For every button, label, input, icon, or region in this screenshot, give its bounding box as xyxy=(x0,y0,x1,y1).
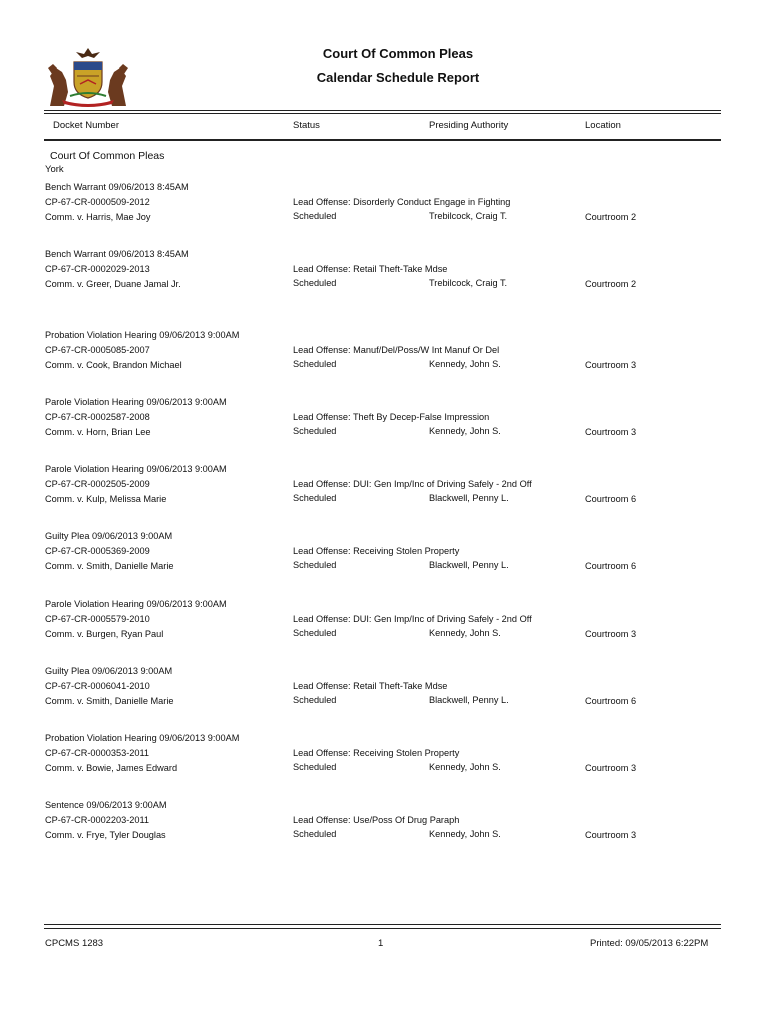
footer-rule-1 xyxy=(44,924,721,925)
case-caption: Comm. v. Frye, Tyler Douglas xyxy=(45,830,166,840)
location-value: Courtroom 3 xyxy=(585,629,637,639)
lead-offense: Lead Offense: Receiving Stolen Property xyxy=(293,748,460,758)
presiding-authority: Blackwell, Penny L. xyxy=(429,560,509,570)
event-line: Probation Violation Hearing 09/06/2013 9:00AM xyxy=(45,330,240,340)
schedule-entry xyxy=(0,800,768,850)
location-value: Courtroom 3 xyxy=(585,427,637,437)
schedule-entry xyxy=(0,182,768,232)
status-value: Scheduled xyxy=(293,493,337,503)
case-caption: Comm. v. Burgen, Ryan Paul xyxy=(45,629,164,639)
event-line: Guilty Plea 09/06/2013 9:00AM xyxy=(45,666,173,676)
event-line: Parole Violation Hearing 09/06/2013 9:00AM xyxy=(45,464,227,474)
lead-offense: Lead Offense: Retail Theft-Take Mdse xyxy=(293,681,448,691)
docket-number: CP-67-CR-0006041-2010 xyxy=(45,681,150,691)
event-line: Sentence 09/06/2013 9:00AM xyxy=(45,800,167,810)
presiding-authority: Kennedy, John S. xyxy=(429,426,501,436)
report-court-title: Court Of Common Pleas xyxy=(322,46,474,61)
report-subtitle: Calendar Schedule Report xyxy=(316,70,480,85)
presiding-authority: Blackwell, Penny L. xyxy=(429,695,509,705)
lead-offense: Lead Offense: Receiving Stolen Property xyxy=(293,546,460,556)
presiding-authority: Kennedy, John S. xyxy=(429,359,501,369)
section-county: York xyxy=(45,164,64,175)
event-line: Probation Violation Hearing 09/06/2013 9:00AM xyxy=(45,733,240,743)
column-header-location: Location xyxy=(585,120,621,131)
column-header-docket: Docket Number xyxy=(53,120,119,131)
schedule-entry xyxy=(0,599,768,649)
event-line: Bench Warrant 09/06/2013 8:45AM xyxy=(45,182,189,192)
case-caption: Comm. v. Smith, Danielle Marie xyxy=(45,561,174,571)
case-caption: Comm. v. Smith, Danielle Marie xyxy=(45,696,174,706)
status-value: Scheduled xyxy=(293,695,337,705)
lead-offense: Lead Offense: Use/Poss Of Drug Paraph xyxy=(293,815,460,825)
footer-printed-timestamp: Printed: 09/05/2013 6:22PM xyxy=(590,938,709,949)
docket-number: CP-67-CR-0005369-2009 xyxy=(45,546,150,556)
location-value: Courtroom 2 xyxy=(585,279,637,289)
location-value: Courtroom 2 xyxy=(585,212,637,222)
status-value: Scheduled xyxy=(293,560,337,570)
docket-number: CP-67-CR-0002587-2008 xyxy=(45,412,150,422)
event-line: Guilty Plea 09/06/2013 9:00AM xyxy=(45,531,173,541)
docket-number: CP-67-CR-0002505-2009 xyxy=(45,479,150,489)
status-value: Scheduled xyxy=(293,628,337,638)
event-line: Parole Violation Hearing 09/06/2013 9:00AM xyxy=(45,397,227,407)
schedule-entry xyxy=(0,397,768,447)
lead-offense: Lead Offense: Retail Theft-Take Mdse xyxy=(293,264,448,274)
status-value: Scheduled xyxy=(293,359,337,369)
docket-number: CP-67-CR-0005085-2007 xyxy=(45,345,150,355)
footer-form-id: CPCMS 1283 xyxy=(45,938,104,949)
docket-number: CP-67-CR-0000509-2012 xyxy=(45,197,150,207)
case-caption: Comm. v. Kulp, Melissa Marie xyxy=(45,494,167,504)
presiding-authority: Kennedy, John S. xyxy=(429,628,501,638)
docket-number: CP-67-CR-0000353-2011 xyxy=(45,748,150,758)
case-caption: Comm. v. Horn, Brian Lee xyxy=(45,427,151,437)
status-value: Scheduled xyxy=(293,426,337,436)
lead-offense: Lead Offense: Theft By Decep-False Impression xyxy=(293,412,490,422)
schedule-entry xyxy=(0,330,768,380)
presiding-authority: Trebilcock, Craig T. xyxy=(429,211,508,221)
case-caption: Comm. v. Harris, Mae Joy xyxy=(45,212,151,222)
schedule-entry xyxy=(0,666,768,716)
status-value: Scheduled xyxy=(293,829,337,839)
schedule-entry xyxy=(0,531,768,581)
docket-number: CP-67-CR-0005579-2010 xyxy=(45,614,150,624)
location-value: Courtroom 3 xyxy=(585,360,637,370)
column-header-status: Status xyxy=(293,120,320,131)
schedule-entry xyxy=(0,464,768,514)
presiding-authority: Blackwell, Penny L. xyxy=(429,493,509,503)
lead-offense: Lead Offense: Manuf/Del/Poss/W Int Manuf Or Del xyxy=(293,345,500,355)
section-court-name: Court Of Common Pleas xyxy=(50,150,165,162)
docket-number: CP-67-CR-0002029-2013 xyxy=(45,264,150,274)
lead-offense: Lead Offense: Disorderly Conduct Engage in Fighting xyxy=(293,197,511,207)
footer-rule-2 xyxy=(44,928,721,929)
presiding-authority: Kennedy, John S. xyxy=(429,762,501,772)
presiding-authority: Trebilcock, Craig T. xyxy=(429,278,508,288)
location-value: Courtroom 3 xyxy=(585,830,637,840)
column-header-presiding: Presiding Authority xyxy=(429,120,509,131)
location-value: Courtroom 6 xyxy=(585,561,637,571)
lead-offense: Lead Offense: DUI: Gen Imp/Inc of Driving Safely - 2nd Off xyxy=(293,479,532,489)
location-value: Courtroom 6 xyxy=(585,494,637,504)
presiding-authority: Kennedy, John S. xyxy=(429,829,501,839)
case-caption: Comm. v. Greer, Duane Jamal Jr. xyxy=(45,279,181,289)
case-caption: Comm. v. Cook, Brandon Michael xyxy=(45,360,182,370)
schedule-entry xyxy=(0,733,768,783)
footer-page-number: 1 xyxy=(378,938,384,949)
status-value: Scheduled xyxy=(293,211,337,221)
event-line: Parole Violation Hearing 09/06/2013 9:00AM xyxy=(45,599,227,609)
docket-number: CP-67-CR-0002203-2011 xyxy=(45,815,150,825)
location-value: Courtroom 3 xyxy=(585,763,637,773)
case-caption: Comm. v. Bowie, James Edward xyxy=(45,763,178,773)
status-value: Scheduled xyxy=(293,762,337,772)
location-value: Courtroom 6 xyxy=(585,696,637,706)
schedule-entry xyxy=(0,249,768,299)
lead-offense: Lead Offense: DUI: Gen Imp/Inc of Driving Safely - 2nd Off xyxy=(293,614,532,624)
event-line: Bench Warrant 09/06/2013 8:45AM xyxy=(45,249,189,259)
status-value: Scheduled xyxy=(293,278,337,288)
